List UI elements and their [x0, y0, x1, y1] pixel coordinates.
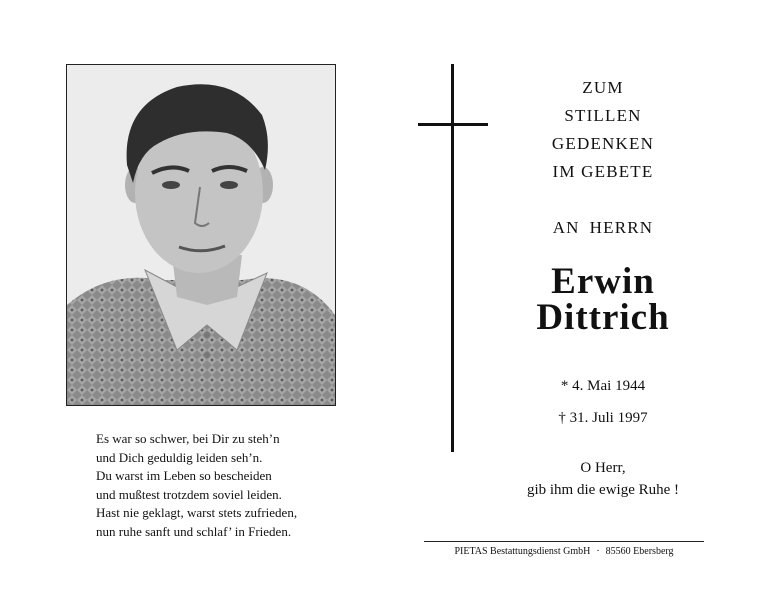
- publisher-footer: [424, 546, 704, 557]
- poem-line: und Dich geduldig leiden seh’n.: [96, 449, 263, 465]
- heading-line: STILLEN: [564, 106, 642, 125]
- death-date: † 31. Juli 1997: [558, 410, 648, 426]
- heading-line: IM GEBETE: [552, 162, 654, 181]
- footer-separator: ·: [596, 546, 600, 557]
- publisher-name: PIETAS Bestattungsdienst GmbH: [454, 546, 591, 557]
- prayer-line: O Herr,: [580, 460, 626, 476]
- first-name: Erwin: [551, 261, 655, 302]
- poem-line: Du warst im Leben so bescheiden: [96, 468, 272, 483]
- salutation-word: HERRN: [589, 218, 654, 237]
- portrait-photo: [66, 64, 336, 406]
- poem-line: Es war so schwer, bei Dir zu steh’n: [96, 431, 280, 446]
- portrait-illustration: [67, 65, 335, 405]
- cross-icon-horizontal: [418, 123, 488, 126]
- publisher-location: 85560 Ebersberg: [605, 546, 674, 557]
- salutation: [480, 218, 726, 238]
- last-name: Dittrich: [536, 297, 670, 338]
- poem-line: Hast nie geklagt, warst stets zufrieden,: [96, 505, 298, 520]
- memorial-heading: [480, 74, 726, 186]
- heading-line: GEDENKEN: [551, 134, 655, 153]
- footer-divider: [424, 541, 704, 542]
- prayer-text: [480, 457, 726, 501]
- birth-date: * 4. Mai 1944: [560, 378, 646, 394]
- poem-line: nun ruhe sanft und schlaf’ in Frieden.: [96, 523, 292, 539]
- poem-line: und mußtest trotzdem soviel leiden.: [96, 486, 282, 502]
- memorial-poem: [96, 430, 356, 541]
- heading-line: ZUM: [582, 78, 624, 97]
- life-dates: [480, 370, 726, 434]
- salutation-word: AN: [552, 218, 580, 237]
- deceased-name: [480, 261, 726, 338]
- prayer-line: gib ihm die ewige Ruhe !: [526, 482, 680, 498]
